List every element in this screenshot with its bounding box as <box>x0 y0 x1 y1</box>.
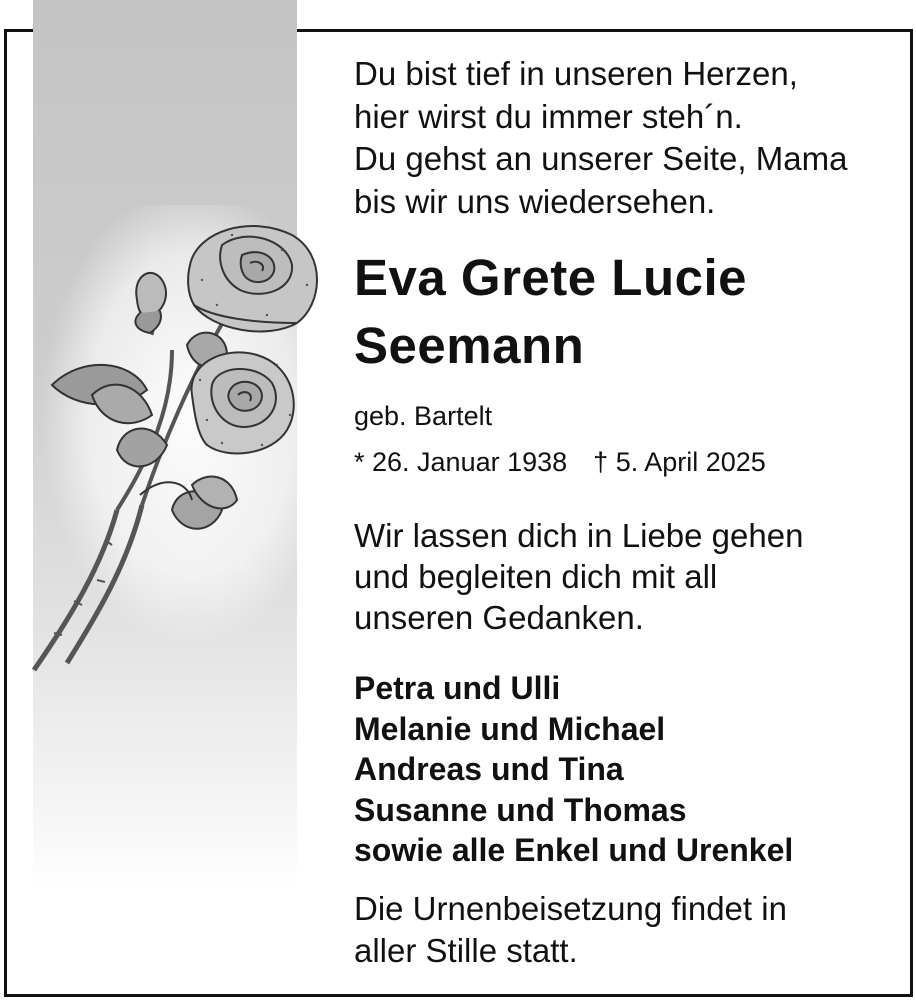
farewell-line: und begleiten dich mit all <box>354 558 718 595</box>
verse-line: Du bist tief in unseren Herzen, <box>354 55 798 92</box>
farewell-text <box>354 515 803 638</box>
verse-line: bis wir uns wiedersehen. <box>354 182 716 220</box>
deceased-name-last: Seemann <box>354 317 585 374</box>
verse <box>354 53 847 223</box>
farewell-line: Wir lassen dich in Liebe gehen <box>354 517 804 554</box>
mourner-entry: Susanne und Thomas <box>354 791 687 828</box>
burial-line: aller Stille statt. <box>354 931 578 969</box>
roses-illustration-icon <box>22 205 342 685</box>
verse-line: hier wirst du immer steh´n. <box>354 97 743 135</box>
burial-line: Die Urnenbeisetzung findet in <box>354 890 787 927</box>
deceased-name-first: Eva Grete Lucie <box>354 249 748 306</box>
verse-line: Du gehst an unserer Seite, Mama <box>354 140 848 177</box>
birth-name: geb. Bartelt <box>354 401 493 431</box>
mourner-entry: Petra und Ulli <box>354 670 561 706</box>
life-dates <box>354 447 766 478</box>
mourners-list <box>354 668 793 871</box>
death-date: † 5. April 2025 <box>593 447 766 477</box>
mourner-entry: Melanie und Michael <box>354 710 666 747</box>
mourner-entry: Andreas und Tina <box>354 751 624 787</box>
mourner-entry: sowie alle Enkel und Urenkel <box>354 832 794 868</box>
burial-notice <box>354 888 787 971</box>
farewell-line: unseren Gedanken. <box>354 599 644 636</box>
birth-date: * 26. Januar 1938 <box>354 447 568 477</box>
